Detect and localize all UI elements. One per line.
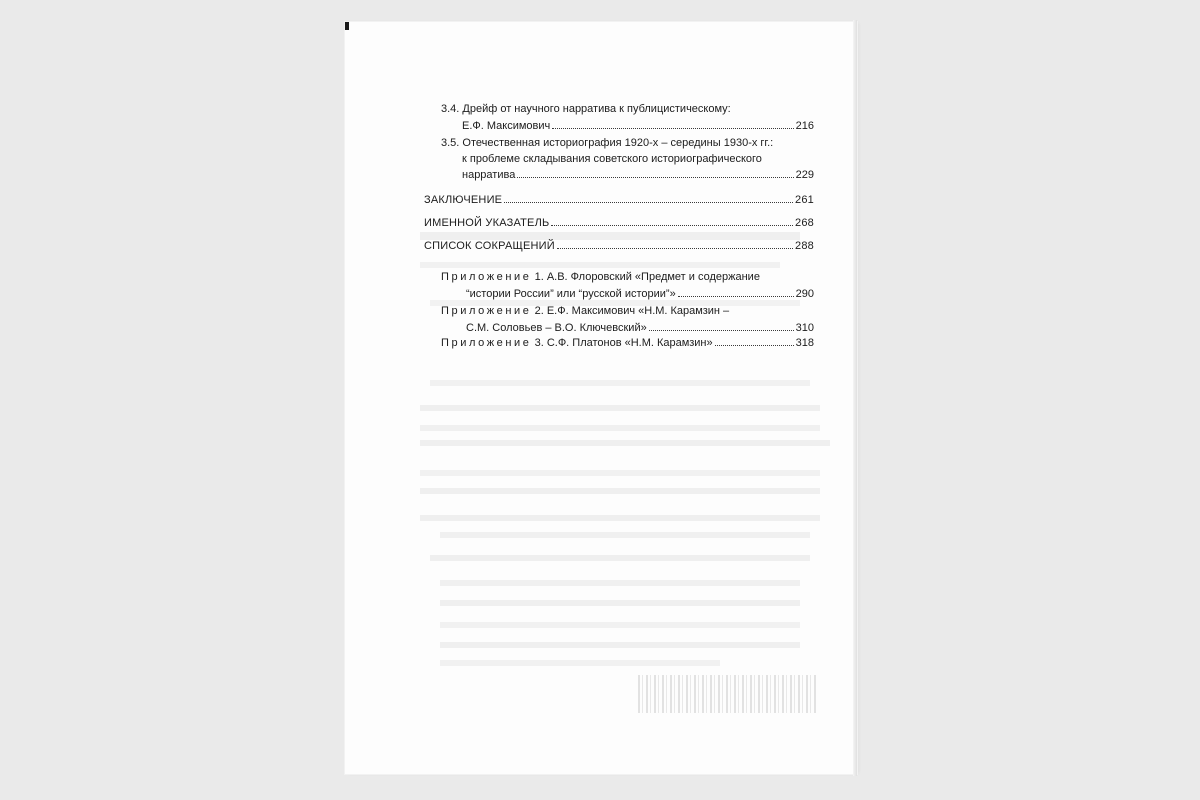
appendix-word: Приложение xyxy=(441,337,532,349)
dot-leader xyxy=(678,296,794,297)
toc-entry-label: СПИСОК СОКРАЩЕНИЙ xyxy=(424,240,555,252)
appendix-word: Приложение xyxy=(441,305,532,317)
dot-leader xyxy=(552,128,793,129)
dot-leader xyxy=(517,177,793,178)
toc-appendix-3[interactable] xyxy=(441,336,814,350)
toc-entry-3-5-title-cont: к проблеме складывания советского историографического xyxy=(462,153,762,165)
toc-entry-label: Е.Ф. Максимович xyxy=(462,120,551,132)
dot-leader xyxy=(504,202,793,203)
dot-leader xyxy=(649,330,794,331)
toc-entry-label: ЗАКЛЮЧЕНИЕ xyxy=(424,194,503,206)
toc-appendix-2[interactable] xyxy=(466,321,814,335)
toc-entry-label: “истории России” или “русской истории”» xyxy=(466,288,676,300)
toc-appendix-1-title xyxy=(441,270,760,284)
toc-entry-label: ИМЕННОЙ УКАЗАТЕЛЬ xyxy=(424,217,550,229)
page-number: 261 xyxy=(795,194,814,206)
toc-appendix-2-title xyxy=(441,304,729,318)
dot-leader xyxy=(551,225,793,226)
toc-entry-3-5-title: 3.5. Отечественная историография 1920-х – середины 1930-х гг.: xyxy=(441,137,774,149)
page-number: 290 xyxy=(795,288,814,300)
toc-entry-3-4-title: 3.4. Дрейф от научного нарратива к публицистическому: xyxy=(441,103,731,115)
toc-entry-abbreviations[interactable] xyxy=(424,239,814,253)
toc-entry-3-4[interactable] xyxy=(462,119,814,133)
toc-entry-3-5[interactable] xyxy=(462,168,814,182)
toc-entry-label: нарратива xyxy=(462,169,516,181)
page-number: 216 xyxy=(795,120,814,132)
toc-entry-label: С.М. Соловьев – В.О. Ключевский» xyxy=(466,322,647,334)
page-number: 318 xyxy=(795,337,814,349)
appendix-word: Приложение xyxy=(441,271,532,283)
toc-appendix-1[interactable] xyxy=(466,287,814,301)
appendix-title: 2. Е.Ф. Максимович «Н.М. Карамзин – xyxy=(531,305,730,317)
appendix-title: 1. А.В. Флоровский «Предмет и содержание xyxy=(531,271,760,283)
page-number: 310 xyxy=(795,322,814,334)
page-number: 229 xyxy=(795,169,814,181)
toc-entry-conclusion[interactable] xyxy=(424,193,814,207)
page-number: 268 xyxy=(795,217,814,229)
dot-leader xyxy=(557,248,793,249)
dot-leader xyxy=(715,345,794,346)
toc-entry-name-index[interactable] xyxy=(424,216,814,230)
toc-entry-label xyxy=(441,336,713,350)
appendix-title: 3. С.Ф. Платонов «Н.М. Карамзин» xyxy=(531,337,713,349)
page-number: 288 xyxy=(795,240,814,252)
